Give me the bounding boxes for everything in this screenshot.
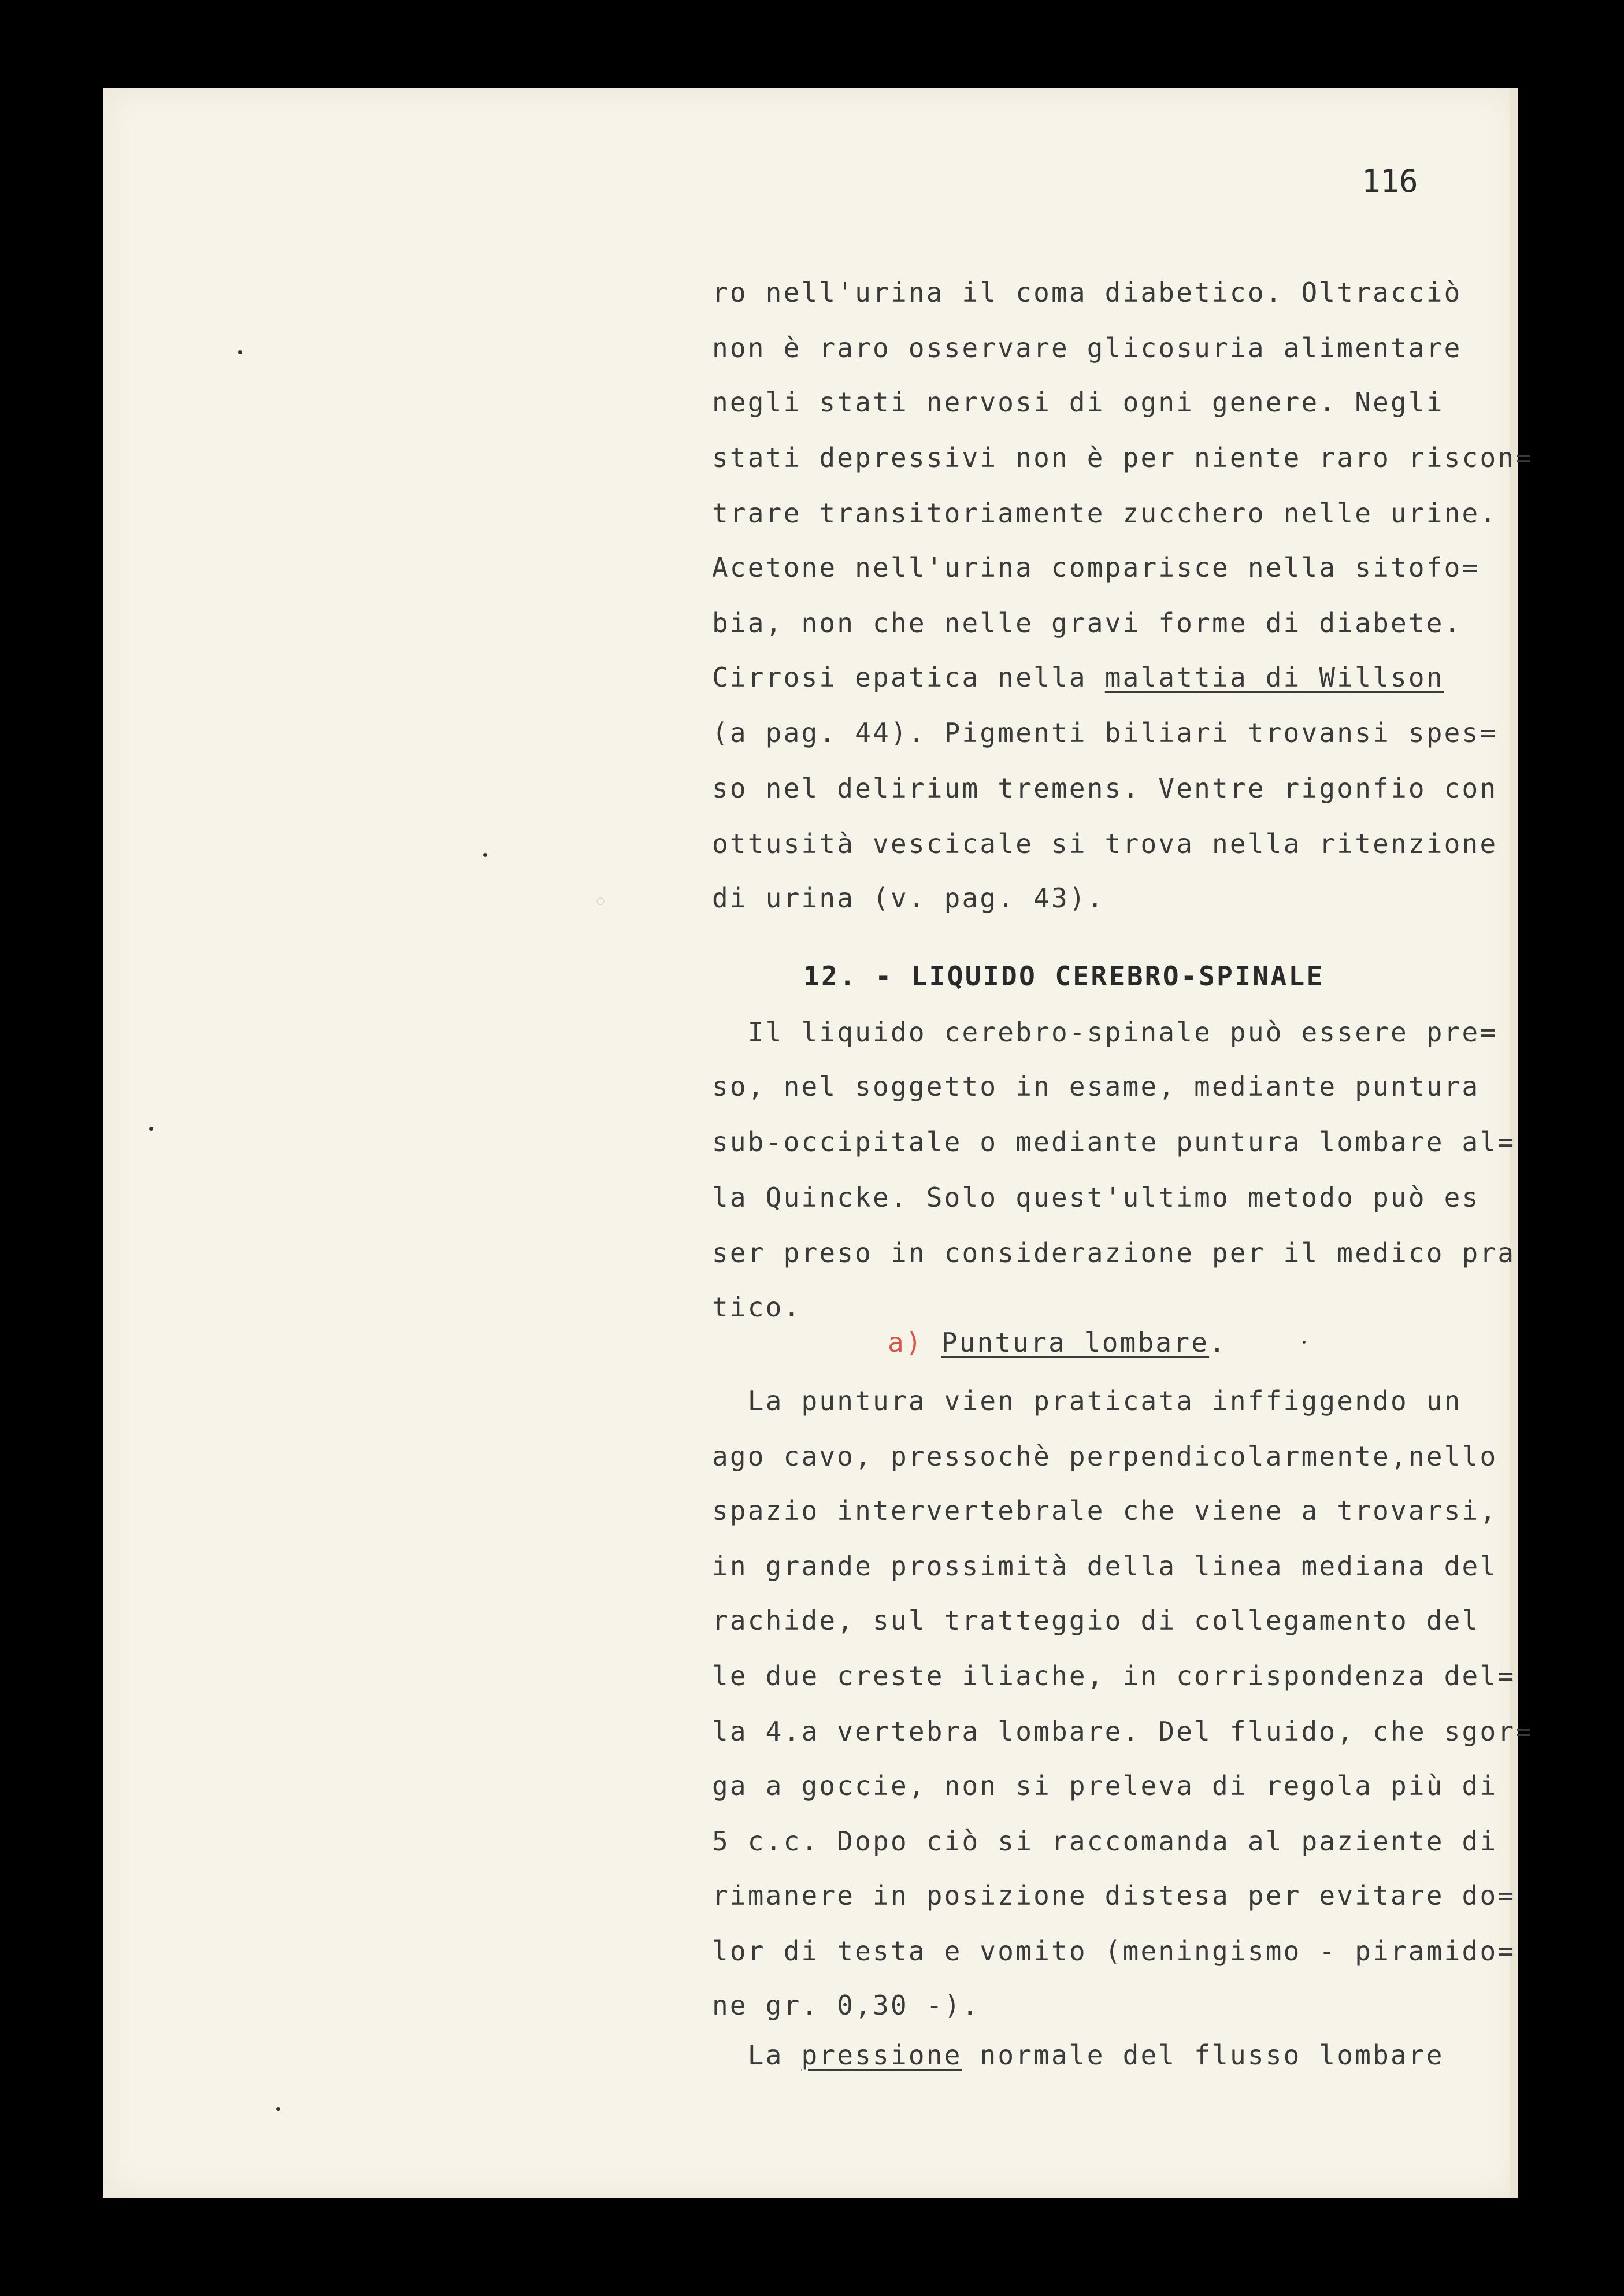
last-line-prefix: La — [712, 2039, 802, 2071]
text-line-3: negli stati nervosi di ogni genere. Negli — [712, 387, 1444, 418]
section-line-4: la Quincke. Solo quest'ultimo metodo può es — [712, 1182, 1480, 1213]
subsection-end: . — [1209, 1327, 1228, 1358]
ink-speck — [149, 1127, 153, 1131]
subsection-line-7: la 4.a vertebra lombare. Del fluido, che sgor= — [712, 1716, 1534, 1747]
subsection-title: Puntura lombare — [941, 1327, 1210, 1358]
text-line-last — [712, 2038, 1444, 2072]
page-number: 116 — [1362, 163, 1418, 199]
text-line-10: so nel delirium tremens. Ventre rigonfio con — [712, 773, 1498, 804]
last-line-suffix: normale del flusso lombare — [962, 2039, 1444, 2071]
subsection-heading — [888, 1327, 1227, 1358]
section-line-1: Il liquido cerebro-spinale può essere pre= — [712, 1017, 1498, 1048]
section-heading: 12. - LIQUIDO CEREBRO-SPINALE — [803, 960, 1325, 992]
subsection-line-11: lor di testa e vomito (meningismo - piramido= — [712, 1935, 1516, 1967]
subsection-line-3: spazio intervertebrale che viene a trovarsi, — [712, 1495, 1498, 1526]
subsection-line-9: 5 c.c. Dopo ciò si raccomanda al paziente di — [712, 1826, 1498, 1857]
subsection-line-12: ne gr. 0,30 -). — [712, 1990, 980, 2021]
last-line-underlined: pressione — [801, 2039, 962, 2071]
section-line-3: sub-occipitale o mediante puntura lombare al= — [712, 1126, 1516, 1158]
ink-speck — [1303, 1341, 1306, 1344]
subsection-line-2: ago cavo, pressochè perpendicolarmente,nello — [712, 1441, 1498, 1472]
text-line-5: trare transitoriamente zucchero nelle urine. — [712, 498, 1498, 529]
text-line-11: ottusità vescicale si trova nella ritenzione — [712, 828, 1498, 859]
section-line-6: tico. — [712, 1292, 802, 1323]
subsection-line-6: le due creste iliache, in corrispondenza del= — [712, 1660, 1516, 1692]
subsection-line-5: rachide, sul tratteggio di collegamento del — [712, 1605, 1480, 1636]
section-line-5: ser preso in considerazione per il medico pra — [712, 1237, 1516, 1268]
subsection-line-1: La puntura vien praticata inffiggendo un — [712, 1385, 1462, 1416]
subsection-line-8: ga a goccie, non si preleva di regola più di — [712, 1770, 1498, 1801]
text-line-4: stati depressivi non è per niente raro riscon= — [712, 442, 1534, 473]
text-line-2: non è raro osservare glicosuria alimentare — [712, 332, 1462, 363]
line8-lead: Cirrosi epatica nella — [712, 662, 1105, 693]
faint-bleed-mark: ◦ — [593, 888, 608, 917]
text-line-7: bia, non che nelle gravi forme di diabete. — [712, 607, 1462, 639]
section-line-2: so, nel soggetto in esame, mediante puntura — [712, 1071, 1480, 1102]
underlined-phrase: malattia di Willson — [1104, 662, 1444, 693]
ink-speck — [238, 350, 242, 354]
subsection-marker: a) — [888, 1327, 924, 1358]
text-line-12: di urina (v. pag. 43). — [712, 882, 1105, 914]
ink-speck — [483, 853, 487, 857]
text-line-6: Acetone nell'urina comparisce nella sitofo= — [712, 552, 1480, 583]
text-line-9: (a pag. 44). Pigmenti biliari trovansi spes= — [712, 717, 1498, 748]
text-line-8 — [712, 660, 1444, 695]
subsection-line-4: in grande prossimità della linea mediana del — [712, 1551, 1498, 1582]
text-line-1: ro nell'urina il coma diabetico. Oltracciò — [712, 277, 1462, 308]
subsection-line-10: rimanere in posizione distesa per evitare do= — [712, 1880, 1516, 1911]
ink-speck — [276, 2107, 280, 2111]
